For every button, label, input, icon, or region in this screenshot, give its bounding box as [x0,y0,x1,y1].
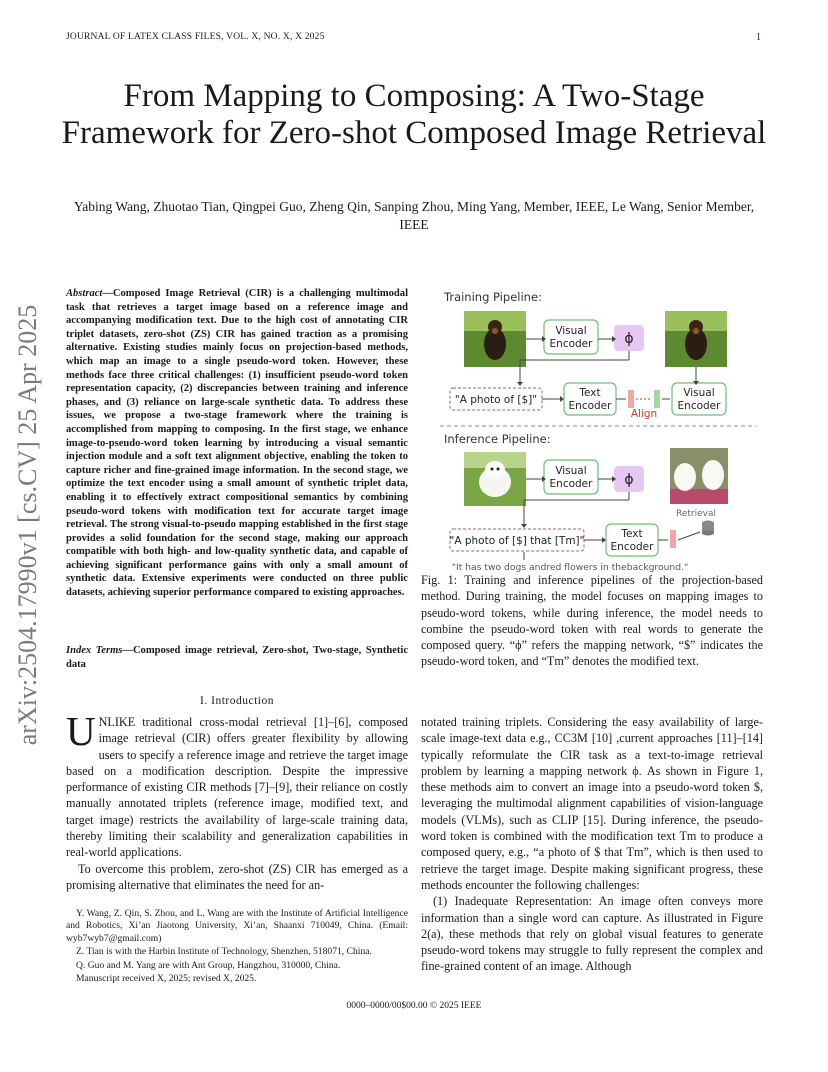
arxiv-stamp-text: arXiv:2504.17990v1 [cs.CV] 25 Apr 2025 [13,304,42,746]
visual-encoder-label: Visual [555,465,587,477]
footnote: Y. Wang, Z. Qin, S. Zhou, and L. Wang are with the Institute of Artificial Intelligence and Robotics, Xi’an Jiaotong University, Xi’an, Shaanxi 710049, China. (Email: wyb7wyb7@gmail.com) [66,908,408,944]
visual-encoder-label: Visual [555,325,587,337]
align-label: Align [630,408,658,420]
visual-encoder-label: Encoder [549,478,593,490]
intro-right-column [421,714,763,975]
training-pipeline-label: Training Pipeline: [444,290,542,304]
image-feature-bar [654,390,660,408]
abstract-text: —Composed Image Retrieval (CIR) is a challenging multimodal task that retrieves a target image based on a reference image and accompanying modification text. Due to the high cost of annotating CIR triplet datasets, zero-shot (ZS) CIR has gained traction as a promising alternative. Existing studies mainly focus on projection-based methods, which map an image to a single pseudo-word token. However, these methods face three critical challenges: (1) insufficient pseudo-word token representation capacity, (2) discrepancies between training and inference phases, and (3) reliance on large-scale synthetic data. To address these issues, we propose a two-stage framework where the training is accomplished from mapping to composing. In the first stage, we enhance image-to-pseudo-word token learning by introducing a visual semantic injection module and a soft text alignment objective, enabling the token to capture richer and fine-grained image information. In the second stage, we optimize the text encoder using a small amount of synthetic triplet data, enabling it to effectively extract compositional semantics by combining pseudo-word tokens with modification text for accurate target image retrieval. The strong visual-to-pseudo mapping established in the first stage provides a solid foundation for the second stage, making our approach compatible with both high- and low-quality synthetic data, and capable of achieving significant performance gains with only a small amount of synthetic data. Extensive experiments were conducted on three public datasets, achieving superior performance compared to existing approaches. [66,288,408,599]
page-footer: 0000–0000/00$00.00 © 2025 IEEE [346,1001,482,1011]
abstract-label: Abstract [66,288,103,299]
index-terms-text: —Composed image retrieval, Zero-shot, Two-stage, Synthetic data [66,645,409,670]
intro-right-paragraph-1: notated training triplets. Considering the easy availability of large-scale image-text data e.g., CC3M [10] ,current approaches [11]–[14] typically reformulate the CIR task as a text-to-image retrieval problem by learning a mapping network ϕ. As shown in Figure 1, these methods aim to convert an image into a pseudo-word token $, leveraging the multimodal alignment capabilities of vision-language models (VLMs), such as CLIP [15]. During inference, the pseudo-word token is combined with the modification text Tm to produce a composed query, e.g., “a photo of $ that Tm”, which is then used to retrieve the target image. Despite making significant progress, these methods encounter the following challenges: [421,715,763,892]
white-dog-image-input [464,452,526,506]
intro-paragraph-1: NLIKE traditional cross-modal retrieval [1]–[6], composed image retrieval (CIR) offers greater flexibility by allowing users to specify a reference image and retrieve the target image based on a modification description. Despite the impressive performance of existing CIR methods [7]–[9], their reliance on costly manually annotated triplets (reference image, modified text, and target image) restricts the availability of large-scale training data, thereby limiting their scalability and generalization capabilities in real-world applications. [66,715,408,860]
index-terms-label: Index Terms [66,645,123,656]
intro-right-paragraph-2: (1) Inadequate Representation: An image often conveys more information than a single word can capture. As illustrated in Figure 2(a), these methods that rely on global visual features to generate pseudo-word tokens may struggle to fully represent the complex and fine-grained content of an image. Although [421,894,763,974]
database-icon [702,521,714,536]
drop-cap: U [66,708,96,754]
text-encoder-label: Text [579,387,601,399]
footnote: Manuscript received X, 2025; revised X, 2025. [76,973,257,985]
running-header: JOURNAL OF LATEX CLASS FILES, VOL. X, NO. X, X 2025 [66,32,325,42]
visual-encoder-label: Encoder [549,338,593,350]
text-encoder-label: Encoder [568,400,612,412]
dog-image-input [464,311,526,367]
author-list: Yabing Wang, Zhuotao Tian, Qingpei Guo, Zheng Qin, Sanping Zhou, Ming Yang, Member, IEEE, Le Wang, Senior Member, IEEE [73,199,755,232]
text-encoder-label: Text [621,528,643,540]
retrieval-label: Retrieval [676,509,716,519]
train-prompt: "A photo of [$]" [454,394,538,406]
modification-text: "It has two dogs andred flowers in thebackground." [451,562,689,573]
text-feature-bar [628,390,634,408]
footnote: Z. Tian is with the Harbin Institute of Technology, Shenzhen, 518071, China. [76,946,372,958]
section-heading: I. Introduction [200,695,274,707]
intro-left-column [66,708,408,893]
index-terms [66,644,408,671]
intro-paragraph-2: To overcome this problem, zero-shot (ZS) CIR has emerged as a promising alternative that eliminates the need for an- [66,861,408,892]
visual-encoder-label: Visual [683,387,715,399]
footnotes [66,908,408,986]
page-number: 1 [756,32,761,43]
arxiv-stamp [6,285,50,765]
abstract [66,287,408,600]
phi-symbol: ϕ [624,331,634,347]
phi-symbol: ϕ [624,472,634,488]
infer-prompt: "A photo of [$] that [Tm]" [449,535,585,547]
figure-caption: Fig. 1: Training and inference pipelines of the projection-based method. During training, the model focuses on mapping images to pseudo-word tokens, while during inference, the model needs to combine the pseudo-word token with real words to generate the composed query. “ϕ” refers the mapping network, “$” indicates the pseudo-word token, and “Tm” denotes the modified text. [421,573,763,669]
visual-encoder-label: Encoder [677,400,721,412]
footnote: Q. Guo and M. Yang are with Ant Group, Hangzhou, 310000, China. [76,959,341,971]
paper-title: From Mapping to Composing: A Two-Stage Framework for Zero-shot Composed Image Retrieval [61,78,767,151]
dog-image-target [665,311,727,367]
inference-pipeline-label: Inference Pipeline: [444,432,551,446]
two-dogs-image-target [670,448,728,504]
figure-1 [432,284,762,576]
text-encoder-label: Encoder [610,541,654,553]
query-feature-bar [670,530,676,548]
